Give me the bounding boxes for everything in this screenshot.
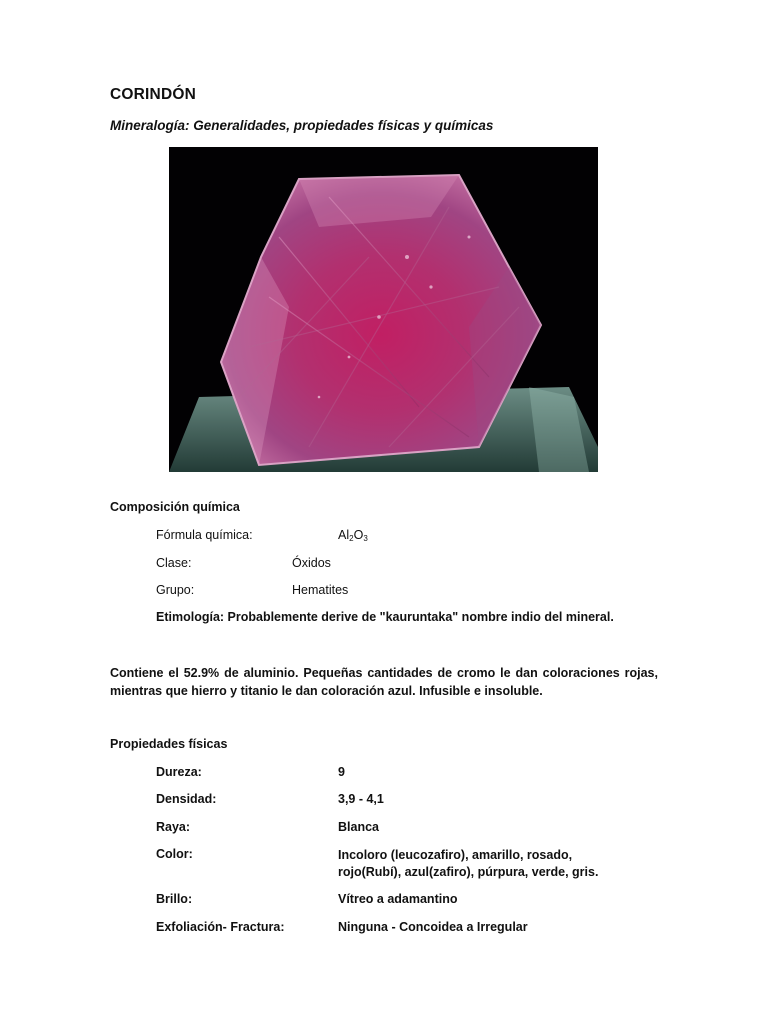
page-subtitle: Mineralogía: Generalidades, propiedades físicas y químicas [110, 118, 494, 133]
class-label: Clase: [156, 556, 192, 570]
page-title: CORINDÓN [110, 86, 196, 103]
hardness-label: Dureza: [156, 765, 202, 779]
formula-label: Fórmula química: [156, 528, 253, 542]
composition-paragraph: Contiene el 52.9% de aluminio. Pequeñas cantidades de cromo le dan coloraciones rojas, mientras que hierro y titanio le dan coloración azul. Infusible e insoluble. [110, 666, 658, 698]
hardness-value: 9 [338, 765, 345, 779]
color-label: Color: [156, 847, 193, 861]
group-value: Hematites [292, 583, 349, 597]
density-label: Densidad: [156, 792, 217, 806]
density-value: 3,9 - 4,1 [338, 792, 384, 806]
streak-label: Raya: [156, 820, 191, 834]
color-value: Incoloro (leucozafiro), amarillo, rosado, rojo(Rubí), azul(zafiro), púrpura, verde, gris. [338, 848, 599, 879]
physical-properties-heading: Propiedades físicas [110, 737, 228, 751]
streak-value: Blanca [338, 820, 379, 834]
corundum-crystal-photo [169, 147, 598, 472]
luster-label: Brillo: [156, 892, 193, 906]
corundum-crystal-illustration [169, 147, 598, 472]
composition-heading: Composición química [110, 500, 240, 514]
class-value: Óxidos [292, 556, 331, 570]
cleavage-fracture-label: Exfoliación- Fractura: [156, 920, 285, 934]
group-label: Grupo: [156, 583, 195, 597]
cleavage-fracture-value: Ninguna - Concoidea a Irregular [338, 920, 528, 934]
etymology: Etimología: Probablemente derive de "kauruntaka" nombre indio del mineral. [156, 610, 614, 624]
formula-value: $Al_2O_3$ [338, 528, 368, 543]
luster-value: Vítreo a adamantino [338, 892, 458, 906]
